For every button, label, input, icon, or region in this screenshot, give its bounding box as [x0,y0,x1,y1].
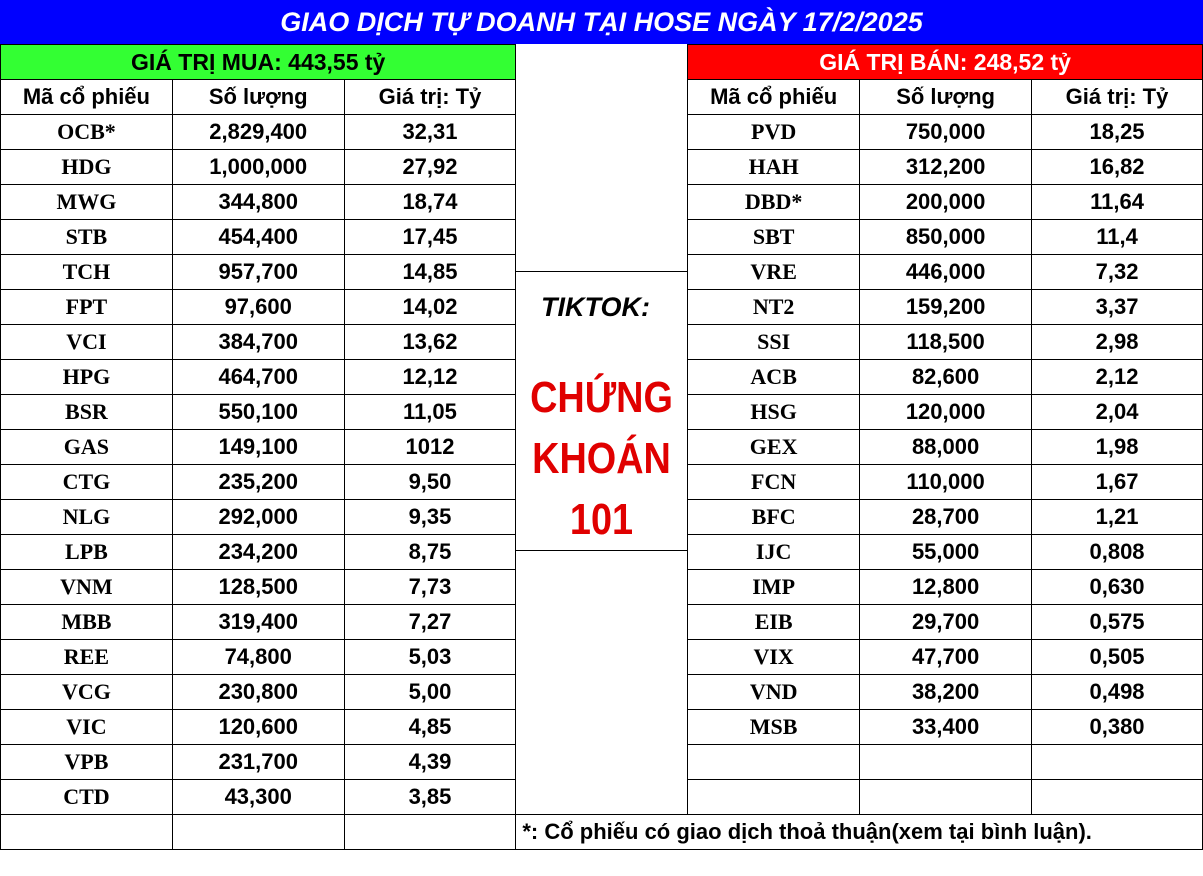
buy-col-qty-header: Số lượng [172,80,344,115]
sell-total-header: GIÁ TRỊ BÁN: 248,52 tỷ [688,45,1203,80]
buy-value-cell: 18,74 [344,185,516,220]
buy-qty-cell: 319,400 [172,605,344,640]
buy-qty-cell: 454,400 [172,220,344,255]
sell-value-cell: 0,505 [1032,640,1203,675]
sell-code-cell: SBT [688,220,860,255]
buy-qty-cell: 344,800 [172,185,344,220]
buy-value-cell: 7,73 [344,570,516,605]
sell-value-cell: 1,98 [1032,430,1203,465]
footer-empty-cell [1,815,173,850]
buy-qty-cell: 957,700 [172,255,344,290]
sell-qty-cell [860,780,1032,815]
buy-code-cell: LPB [1,535,173,570]
table-row [1,745,1203,780]
buy-value-cell: 4,85 [344,710,516,745]
buy-code-cell: HDG [1,150,173,185]
table-row [1,185,1203,220]
buy-qty-cell: 464,700 [172,360,344,395]
buy-value-cell: 9,50 [344,465,516,500]
sell-code-cell: IMP [688,570,860,605]
buy-code-cell: OCB* [1,115,173,150]
sell-code-cell: GEX [688,430,860,465]
sell-qty-cell: 47,700 [860,640,1032,675]
center-column-spacer [516,640,688,675]
sell-qty-cell: 82,600 [860,360,1032,395]
sell-code-cell: MSB [688,710,860,745]
center-column-spacer [516,780,688,815]
center-column-spacer [516,605,688,640]
buy-code-cell: GAS [1,430,173,465]
sell-value-cell: 1,67 [1032,465,1203,500]
buy-value-cell: 1012 [344,430,516,465]
page-title: GIAO DỊCH TỰ DOANH TẠI HOSE NGÀY 17/2/2025 [0,0,1203,44]
buy-qty-cell: 1,000,000 [172,150,344,185]
sell-col-code-header: Mã cổ phiếu [688,80,860,115]
buy-value-cell: 14,02 [344,290,516,325]
buy-code-cell: FPT [1,290,173,325]
buy-value-cell: 27,92 [344,150,516,185]
sell-code-cell: ACB [688,360,860,395]
table-row [1,115,1203,150]
center-column-spacer [516,745,688,780]
center-column-spacer [516,45,688,80]
sell-qty-cell: 12,800 [860,570,1032,605]
buy-qty-cell: 234,200 [172,535,344,570]
sell-value-cell: 3,37 [1032,290,1203,325]
sell-code-cell [688,780,860,815]
sell-code-cell: BFC [688,500,860,535]
buy-code-cell: MBB [1,605,173,640]
buy-total-header: GIÁ TRỊ MUA: 443,55 tỷ [1,45,516,80]
buy-code-cell: VCG [1,675,173,710]
table-row [1,710,1203,745]
sell-qty-cell: 33,400 [860,710,1032,745]
sell-code-cell: FCN [688,465,860,500]
brand-line-2: KHOÁN [532,434,671,483]
sell-qty-cell: 88,000 [860,430,1032,465]
buy-qty-cell: 128,500 [172,570,344,605]
buy-code-cell: VIC [1,710,173,745]
sell-qty-cell: 28,700 [860,500,1032,535]
tiktok-label: TIKTOK: [541,292,650,322]
sell-code-cell: VIX [688,640,860,675]
buy-value-cell: 5,00 [344,675,516,710]
buy-qty-cell: 97,600 [172,290,344,325]
buy-value-cell: 4,39 [344,745,516,780]
footer-row [1,815,1203,850]
buy-qty-cell: 43,300 [172,780,344,815]
sell-code-cell: SSI [688,325,860,360]
sell-qty-cell: 312,200 [860,150,1032,185]
sell-value-cell: 2,12 [1032,360,1203,395]
sell-qty-cell: 159,200 [860,290,1032,325]
sell-qty-cell: 120,000 [860,395,1032,430]
sell-code-cell: HAH [688,150,860,185]
sell-value-cell: 2,98 [1032,325,1203,360]
buy-value-cell: 11,05 [344,395,516,430]
sell-qty-cell: 29,700 [860,605,1032,640]
buy-col-code-header: Mã cổ phiếu [1,80,173,115]
buy-col-value-header: Giá trị: Tỷ [344,80,516,115]
buy-qty-cell: 2,829,400 [172,115,344,150]
sell-value-cell [1032,745,1203,780]
buy-code-cell: CTG [1,465,173,500]
buy-value-cell: 5,03 [344,640,516,675]
footer-empty-cell [344,815,516,850]
table-row [1,780,1203,815]
brand-line-3: 101 [569,495,634,544]
buy-code-cell: CTD [1,780,173,815]
buy-value-cell: 8,75 [344,535,516,570]
center-column-spacer [516,710,688,745]
sell-value-cell: 11,64 [1032,185,1203,220]
center-column-spacer [516,675,688,710]
buy-value-cell: 13,62 [344,325,516,360]
buy-code-cell: VCI [1,325,173,360]
buy-qty-cell: 230,800 [172,675,344,710]
sell-qty-cell: 200,000 [860,185,1032,220]
table-row [1,640,1203,675]
buy-value-cell: 7,27 [344,605,516,640]
sell-code-cell: VRE [688,255,860,290]
center-column-spacer [516,185,688,220]
sell-col-value-header: Giá trị: Tỷ [1032,80,1203,115]
sell-value-cell: 11,4 [1032,220,1203,255]
sell-code-cell: EIB [688,605,860,640]
sell-value-cell: 0,498 [1032,675,1203,710]
sell-value-cell: 2,04 [1032,395,1203,430]
sell-value-cell: 18,25 [1032,115,1203,150]
sell-value-cell: 16,82 [1032,150,1203,185]
sell-code-cell: DBD* [688,185,860,220]
buy-code-cell: STB [1,220,173,255]
buy-code-cell: VPB [1,745,173,780]
brand-line-1: CHỨNG [530,373,673,422]
center-column-spacer [516,80,688,115]
sell-code-cell: VND [688,675,860,710]
sell-value-cell: 1,21 [1032,500,1203,535]
table-row [1,605,1203,640]
buy-qty-cell: 231,700 [172,745,344,780]
sell-qty-cell: 110,000 [860,465,1032,500]
footnote: *: Cổ phiếu có giao dịch thoả thuận(xem tại bình luận). [516,815,1203,850]
center-column-spacer [516,115,688,150]
buy-qty-cell: 384,700 [172,325,344,360]
sell-value-cell: 0,808 [1032,535,1203,570]
sell-code-cell [688,745,860,780]
sell-code-cell: HSG [688,395,860,430]
table-row [1,150,1203,185]
buy-code-cell: REE [1,640,173,675]
sell-code-cell: PVD [688,115,860,150]
sell-value-cell: 0,575 [1032,605,1203,640]
buy-qty-cell: 235,200 [172,465,344,500]
sell-qty-cell: 750,000 [860,115,1032,150]
sell-qty-cell [860,745,1032,780]
buy-code-cell: HPG [1,360,173,395]
center-column-spacer [516,570,688,605]
sell-value-cell [1032,780,1203,815]
buy-value-cell: 14,85 [344,255,516,290]
buy-code-cell: TCH [1,255,173,290]
buy-code-cell: VNM [1,570,173,605]
buy-code-cell: BSR [1,395,173,430]
table-row [1,220,1203,255]
buy-qty-cell: 120,600 [172,710,344,745]
promo-panel [515,271,688,551]
section-header-row [1,45,1203,80]
buy-value-cell: 32,31 [344,115,516,150]
sell-code-cell: NT2 [688,290,860,325]
buy-qty-cell: 292,000 [172,500,344,535]
sell-value-cell: 0,380 [1032,710,1203,745]
buy-value-cell: 9,35 [344,500,516,535]
sell-value-cell: 0,630 [1032,570,1203,605]
buy-qty-cell: 74,800 [172,640,344,675]
buy-qty-cell: 149,100 [172,430,344,465]
buy-code-cell: MWG [1,185,173,220]
buy-value-cell: 17,45 [344,220,516,255]
center-column-spacer [516,220,688,255]
sell-qty-cell: 850,000 [860,220,1032,255]
sell-col-qty-header: Số lượng [860,80,1032,115]
column-header-row [1,80,1203,115]
buy-code-cell: NLG [1,500,173,535]
buy-value-cell: 12,12 [344,360,516,395]
brand-text [528,367,675,550]
center-column-spacer [516,150,688,185]
table-row [1,570,1203,605]
sell-qty-cell: 446,000 [860,255,1032,290]
sell-qty-cell: 55,000 [860,535,1032,570]
buy-value-cell: 3,85 [344,780,516,815]
sell-code-cell: IJC [688,535,860,570]
sell-qty-cell: 118,500 [860,325,1032,360]
table-row [1,675,1203,710]
sell-qty-cell: 38,200 [860,675,1032,710]
sell-value-cell: 7,32 [1032,255,1203,290]
footer-empty-cell [172,815,344,850]
buy-qty-cell: 550,100 [172,395,344,430]
